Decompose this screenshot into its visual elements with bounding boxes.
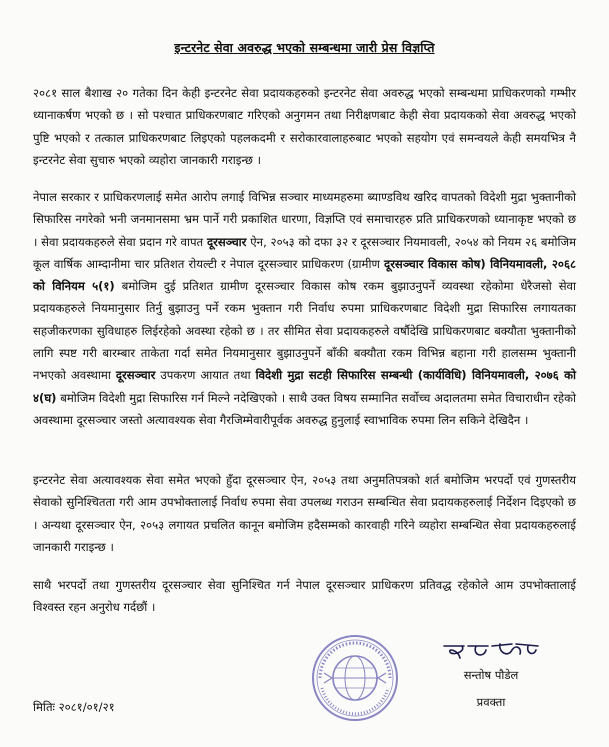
- signature-block: [431, 638, 551, 711]
- paragraph-2-text: बमोजिम विदेशी मुद्रा सिफारिस गर्न मिल्ने नदेखिएको । साथै उक्त विषय सम्मानित सर्वोच्च अदालतमा समेत विचाराधीन रहेको अवस्थामा दूरसञ्चार जस्तो अत्यावश्यक सेवा गैरजिम्मेवारीपूर्वक अवरुद्ध हुनुलाई स्वाभाविक रुपमा लिन सकिने देखिदैन ।: [33, 390, 576, 427]
- official-seal-icon: [310, 633, 400, 723]
- paragraph-3: इन्टरनेट सेवा अत्यावश्यक सेवा समेत भएको हुँदा दूरसञ्चार ऐन, २०५३ तथा अनुमतिपत्रको शर्त बमोजिम भरपर्दो एवं गुणस्तरीय सेवाको सुनिश्चितता गरी आम उपभोक्तालाई निर्वाध रुपमा सेवा उपलब्ध गराउन सम्बन्धित सेवा प्रदायकहरुलाई निर्देशन दिइएको छ । अन्यथा दूरसञ्चार ऐन, २०५३ लगायत प्रचलित कानून बमोजिम हदैसम्मको कारवाही गरिने व्यहोरा सम्बन्धित सेवा प्रदायकहरुलाई जानकारी गराइन्छ ।: [33, 473, 576, 554]
- paragraph-2-text: ऐन, २०५३ को दफा ३२ र दूरसञ्चार नियमावली, २०५४ को नियम २६ बमोजिम कूल वार्षिक आम्दानीमा चार प्रतिशत रोयल्टी र नेपाल दूरसञ्चार प्राधिकरण (ग्रामीण: [33, 234, 576, 271]
- paragraph-2-bold-4: विदेशी मुद्रा सटही सिफारिस सम्बन्धी (कार्यविधि) विनियमावली, २०७६ को ४(घ): [33, 368, 576, 405]
- date-line: [33, 700, 115, 715]
- paragraph-2-text: बमोजिम दुई प्रतिशत ग्रामीण दूरसञ्चार विकास कोष रकम बुझाउनुपर्ने व्यवस्था रहेकोमा धेरैजसो सेवा प्रदायकहरुले नियमानुसार तिर्नु बुझाउनु पर्ने रकम भुक्तान गरी निर्वाध रुपमा प्राधिकरणबाट विदेशी मुद्रा सिफारिस लगायतका सहजीकरणका सुविधाहरु लिईरहेको अवस्था रहेको छ । तर सीमित सेवा प्रदायकहरुले वर्षौदेखि प्राधिकरणबाट बक्यौता भुक्तानीको लागि स्पष्ट गरी बारम्बार ताकेता गर्दा समेत नियमानुसार बुझाउनुपर्ने बाँकी बक्यौता रकम विभिन्न बहाना गरी हालसम्म भुक्तानी नभएको अवस्थामा: [33, 279, 576, 383]
- paragraph-2: [33, 186, 576, 431]
- handwritten-signature-icon: [442, 638, 540, 666]
- paragraph-2-bold-1: दूरसञ्चार: [206, 234, 247, 249]
- signatory-name: सन्तोष पौडेल: [463, 668, 519, 682]
- signatory-title: प्रवक्ता: [476, 695, 506, 709]
- paragraph-2-text: उपकरण आयात तथा: [155, 368, 256, 383]
- paragraph-2-bold-3: दूरसञ्चार: [115, 368, 156, 383]
- date-label: मितिः: [33, 700, 55, 714]
- document-title: इन्टरनेट सेवा अवरुद्ध भएको सम्बन्धमा जारी प्रेस विज्ञप्ति: [174, 40, 435, 55]
- paragraph-2-text: नेपाल सरकार र प्राधिकरणलाई समेत आरोप लगाई विभिन्न सञ्चार माध्यमहरुमा ब्याण्डविथ खरिद वापतको विदेशी मुद्रा भुक्तानीको सिफारिस नगरेको भनी जनमानसमा भ्रम पार्ने गरी प्रकाशित धारणा, विज्ञप्ति एवं समाचारहरु प्रति प्राधिकरणको ध्यानाकृष्ट भएको छ । सेवा प्रदायकहरुले सेवा प्रदान गरे वापत: [33, 190, 576, 249]
- paragraph-2-bold-2: दूरसञ्चार विकास कोष) विनियमावली, २०६८ को विनियम ५(१): [33, 256, 576, 294]
- date-value: २०८१/०१/२१: [58, 700, 115, 714]
- paragraph-1: २०८१ साल बैशाख २० गतेका दिन केही इन्टरनेट सेवा प्रदायकहरुको इन्टरनेट सेवा अवरुद्ध भएको सम्बन्धमा प्राधिकरणको गम्भीर ध्यानाकर्षण भएको छ । सो पश्चात प्राधिकरणबाट गरिएको अनुगमन तथा निरीक्षणबाट केही सेवा प्रदायकको सेवा अवरुद्ध भएको पुष्टि भएको र तत्काल प्राधिकरणबाट लिइएको पहलकदमी र सरोकारवालाहरुबाट भएको सहयोग एवं समन्वयले केही समयभित्र नै इन्टरनेट सेवा सुचारु भएको व्यहोरा जानकारी गराइन्छ ।: [33, 86, 576, 167]
- paragraph-4: साथै भरपर्दो तथा गुणस्तरीय दूरसञ्चार सेवा सुनिश्चित गर्न नेपाल दूरसञ्चार प्राधिकरण प्रतिवद्ध रहेकोले आम उपभोक्तालाई विश्वस्त रहन अनुरोध गर्दछौं ।: [33, 578, 576, 615]
